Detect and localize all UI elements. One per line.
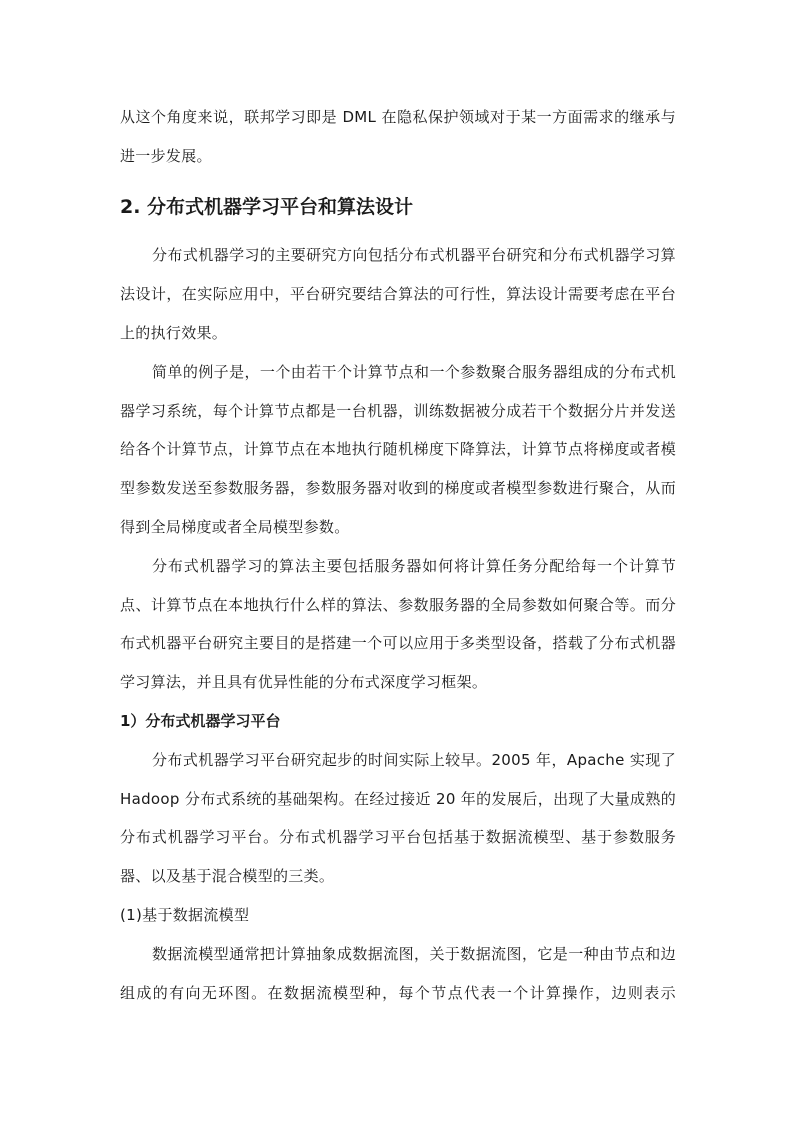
section-heading: 2. 分布式机器学习平台和算法设计: [120, 195, 414, 218]
paragraph-3: 分布式机器学习的算法主要包括服务器如何将计算任务分配给每一个计算节点、计算节点在本地执行什么样的算法、参数服务器的全局参数如何聚合等。而分布式机器平台研究主要目的是搭建一个可以应用于多类型设备，搭载了分布式机器学习算法，并且具有优异性能的分布式深度学习框架。: [120, 556, 676, 692]
subsection-heading: 1）分布式机器学习平台: [120, 711, 281, 730]
intro-paragraph: 从这个角度来说，联邦学习即是 DML 在隐私保护领域对于某一方面需求的继承与进一步发展。: [120, 108, 676, 165]
paragraph-1: 分布式机器学习的主要研究方向包括分布式机器平台研究和分布式机器学习算法设计，在实际应用中，平台研究要结合算法的可行性，算法设计需要考虑在平台上的执行效果。: [120, 246, 676, 342]
paragraph-2: 简单的例子是，一个由若干个计算节点和一个参数聚合服务器组成的分布式机器学习系统，每个计算节点都是一台机器，训练数据被分成若干个数据分片并发送给各个计算节点，计算节点在本地执行随机梯度下降算法，计算节点将梯度或者模型参数发送至参数服务器，参数服务器对收到的梯度或者模型参数进行聚合，从而得到全局梯度或者全局模型参数。: [120, 362, 676, 536]
document-body: [120, 98, 676, 1012]
paragraph-4: 分布式机器学习平台研究起步的时间实际上较早。2005 年，Apache 实现了 Hadoop 分布式系统的基础架构。在经过接近 20 年的发展后，出现了大量成熟的分布式机器学习平台。分布式机器学习平台包括基于数据流模型、基于参数服务器、以及基于混合模型的三类。: [120, 750, 676, 886]
sub-item-heading: (1)基于数据流模型: [120, 905, 250, 924]
paragraph-5: 数据流模型通常把计算抽象成数据流图，关于数据流图，它是一种由节点和边组成的有向无环图。在数据流模型种，每个节点代表一个计算操作，边则表示: [120, 944, 676, 1002]
